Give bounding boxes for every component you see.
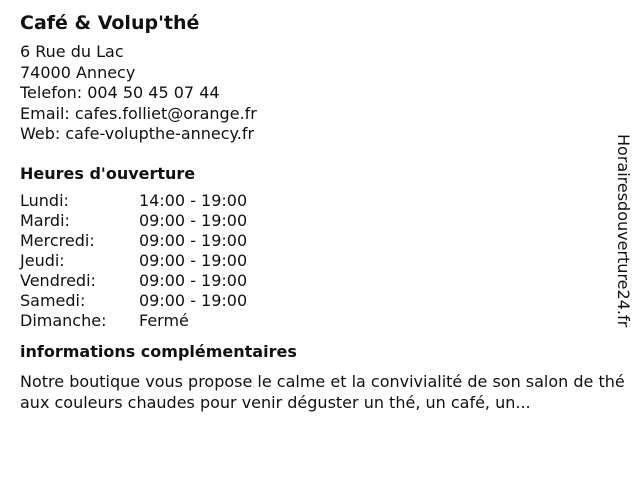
- hours-row-friday: [20, 271, 630, 291]
- day-hours: 09:00 - 19:00: [139, 210, 248, 230]
- hours-heading: Heures d'ouverture: [20, 163, 196, 183]
- email-line: Email: cafes.folliet@orange.fr: [20, 103, 257, 123]
- day-label: Jeudi:: [20, 250, 65, 270]
- address-block: [20, 42, 630, 145]
- watermark-text: Horairesdouverture24.fr: [614, 134, 633, 328]
- day-label: Mercredi:: [20, 230, 95, 250]
- hours-row-monday: [20, 191, 630, 211]
- info-description: Notre boutique vous propose le calme et la convivialité de son salon de thé aux couleurs chaudes pour venir déguster un thé, un café, un...: [20, 371, 625, 412]
- hours-row-saturday: [20, 291, 630, 311]
- day-hours: 09:00 - 19:00: [139, 270, 248, 290]
- hours-row-sunday: [20, 311, 630, 331]
- day-hours: 14:00 - 19:00: [139, 190, 248, 210]
- business-name: Café & Volup'thé: [20, 12, 200, 34]
- address-city: 74000 Annecy: [20, 62, 136, 82]
- hours-table: [20, 191, 630, 331]
- business-card: [20, 10, 633, 413]
- hours-row-wednesday: [20, 231, 630, 251]
- hours-row-tuesday: [20, 211, 630, 231]
- day-label: Lundi:: [20, 190, 69, 210]
- day-label: Samedi:: [20, 290, 86, 310]
- info-heading: informations complémentaires: [20, 341, 297, 361]
- day-hours: Fermé: [139, 310, 189, 330]
- day-hours: 09:00 - 19:00: [139, 230, 248, 250]
- web-line: Web: cafe-volupthe-annecy.fr: [20, 124, 255, 143]
- day-hours: 09:00 - 19:00: [139, 290, 248, 310]
- phone-line: Telefon: 004 50 45 07 44: [20, 83, 220, 102]
- day-label: Dimanche:: [20, 310, 107, 330]
- day-label: Vendredi:: [20, 270, 96, 290]
- day-label: Mardi:: [20, 210, 70, 230]
- hours-row-thursday: [20, 251, 630, 271]
- address-street: 6 Rue du Lac: [20, 42, 124, 61]
- day-hours: 09:00 - 19:00: [139, 250, 248, 270]
